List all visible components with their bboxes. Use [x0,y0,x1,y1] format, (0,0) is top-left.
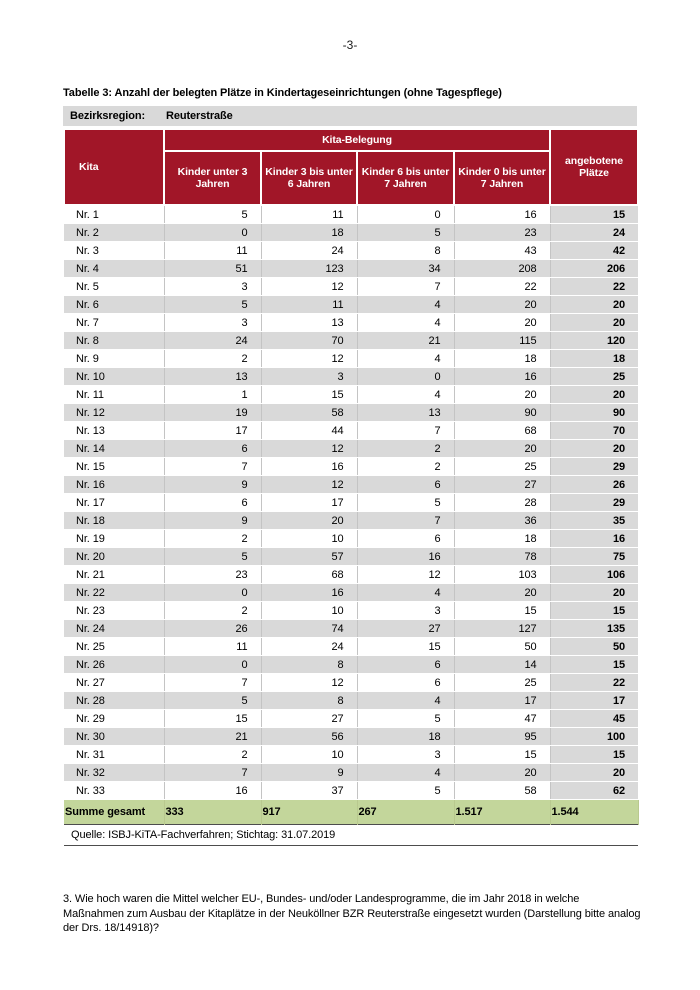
value-cell: 24 [261,638,357,656]
header-group-kita-belegung: Kita-Belegung [164,129,550,151]
table-row [64,404,638,422]
header-kita: Kita [64,129,164,205]
value-cell: 10 [261,746,357,764]
kita-name-cell: Nr. 10 [64,368,164,386]
kita-name-cell: Nr. 21 [64,566,164,584]
total-row [64,800,638,825]
value-cell: 27 [261,710,357,728]
total-offered: 1.544 [550,800,638,825]
table-row [64,602,638,620]
offered-places-cell: 25 [550,368,638,386]
value-cell: 16 [454,368,550,386]
table-row [64,728,638,746]
table-body [64,205,638,800]
value-cell: 0 [357,368,454,386]
value-cell: 2 [164,602,261,620]
value-cell: 16 [454,205,550,224]
value-cell: 10 [261,602,357,620]
value-cell: 34 [357,260,454,278]
value-cell: 20 [261,512,357,530]
region-bar [63,106,637,128]
value-cell: 18 [454,350,550,368]
offered-places-cell: 15 [550,602,638,620]
offered-places-cell: 20 [550,440,638,458]
value-cell: 0 [357,205,454,224]
value-cell: 18 [357,728,454,746]
value-cell: 18 [261,224,357,242]
value-cell: 9 [164,476,261,494]
table-row [64,746,638,764]
value-cell: 5 [164,548,261,566]
value-cell: 16 [261,458,357,476]
value-cell: 4 [357,314,454,332]
value-cell: 22 [454,278,550,296]
offered-places-cell: 16 [550,530,638,548]
value-cell: 7 [164,674,261,692]
table-row [64,764,638,782]
value-cell: 25 [454,674,550,692]
value-cell: 14 [454,656,550,674]
table-row [64,638,638,656]
value-cell: 43 [454,242,550,260]
kita-name-cell: Nr. 24 [64,620,164,638]
value-cell: 6 [164,494,261,512]
value-cell: 10 [261,530,357,548]
value-cell: 24 [261,242,357,260]
value-cell: 11 [261,296,357,314]
value-cell: 56 [261,728,357,746]
value-cell: 7 [357,278,454,296]
table-row [64,350,638,368]
offered-places-cell: 15 [550,656,638,674]
value-cell: 16 [164,782,261,800]
kita-name-cell: Nr. 16 [64,476,164,494]
kita-name-cell: Nr. 4 [64,260,164,278]
table-row [64,386,638,404]
table-row [64,332,638,350]
kita-name-cell: Nr. 29 [64,710,164,728]
value-cell: 51 [164,260,261,278]
offered-places-cell: 15 [550,746,638,764]
value-cell: 8 [357,242,454,260]
kita-name-cell: Nr. 30 [64,728,164,746]
value-cell: 18 [454,530,550,548]
offered-places-cell: 100 [550,728,638,746]
offered-places-cell: 20 [550,764,638,782]
table-title: Tabelle 3: Anzahl der belegten Plätze in Kindertageseinrichtungen (ohne Tagespflege) [63,87,502,99]
table-row [64,440,638,458]
table-row [64,584,638,602]
value-cell: 12 [261,440,357,458]
kita-name-cell: Nr. 3 [64,242,164,260]
value-cell: 20 [454,314,550,332]
value-cell: 0 [164,224,261,242]
value-cell: 5 [357,224,454,242]
value-cell: 6 [357,674,454,692]
source-text: Quelle: ISBJ-KiTA-Fachverfahren; Stichtag: 31.07.2019 [64,825,638,846]
kita-name-cell: Nr. 9 [64,350,164,368]
value-cell: 23 [164,566,261,584]
value-cell: 44 [261,422,357,440]
table-row [64,674,638,692]
offered-places-cell: 20 [550,296,638,314]
value-cell: 4 [357,386,454,404]
value-cell: 9 [164,512,261,530]
offered-places-cell: 206 [550,260,638,278]
table-row [64,422,638,440]
offered-places-cell: 20 [550,314,638,332]
kita-name-cell: Nr. 7 [64,314,164,332]
kita-name-cell: Nr. 17 [64,494,164,512]
table-row [64,224,638,242]
offered-places-cell: 62 [550,782,638,800]
kita-name-cell: Nr. 13 [64,422,164,440]
offered-places-cell: 42 [550,242,638,260]
value-cell: 28 [454,494,550,512]
offered-places-cell: 35 [550,512,638,530]
kita-name-cell: Nr. 14 [64,440,164,458]
kita-name-cell: Nr. 1 [64,205,164,224]
value-cell: 17 [261,494,357,512]
table-row [64,458,638,476]
kita-name-cell: Nr. 22 [64,584,164,602]
table-row [64,368,638,386]
value-cell: 6 [164,440,261,458]
value-cell: 15 [261,386,357,404]
value-cell: 24 [164,332,261,350]
value-cell: 3 [164,278,261,296]
offered-places-cell: 29 [550,494,638,512]
offered-places-cell: 135 [550,620,638,638]
value-cell: 27 [357,620,454,638]
value-cell: 5 [357,494,454,512]
value-cell: 7 [357,422,454,440]
kita-name-cell: Nr. 5 [64,278,164,296]
value-cell: 5 [357,710,454,728]
value-cell: 9 [261,764,357,782]
value-cell: 3 [164,314,261,332]
value-cell: 2 [357,458,454,476]
header-6-to-7: Kinder 6 bis unter 7 Jahren [357,151,454,205]
header-under-3: Kinder unter 3 Jahren [164,151,261,205]
table-row [64,296,638,314]
value-cell: 4 [357,692,454,710]
value-cell: 20 [454,296,550,314]
value-cell: 70 [261,332,357,350]
offered-places-cell: 15 [550,205,638,224]
header-0-to-7: Kinder 0 bis unter 7 Jahren [454,151,550,205]
source-row [64,825,638,846]
table-row [64,530,638,548]
table-row [64,512,638,530]
offered-places-cell: 24 [550,224,638,242]
value-cell: 2 [357,440,454,458]
table-row [64,620,638,638]
value-cell: 58 [454,782,550,800]
value-cell: 20 [454,584,550,602]
value-cell: 95 [454,728,550,746]
value-cell: 103 [454,566,550,584]
offered-places-cell: 90 [550,404,638,422]
kita-name-cell: Nr. 26 [64,656,164,674]
table-row [64,242,638,260]
value-cell: 0 [164,656,261,674]
value-cell: 3 [357,602,454,620]
value-cell: 12 [261,674,357,692]
region-value: Reuterstraße [166,110,233,122]
kita-name-cell: Nr. 27 [64,674,164,692]
value-cell: 47 [454,710,550,728]
value-cell: 74 [261,620,357,638]
value-cell: 2 [164,746,261,764]
offered-places-cell: 70 [550,422,638,440]
value-cell: 6 [357,476,454,494]
value-cell: 208 [454,260,550,278]
table-row [64,692,638,710]
table-row [64,278,638,296]
value-cell: 11 [164,638,261,656]
value-cell: 5 [357,782,454,800]
value-cell: 12 [261,350,357,368]
value-cell: 7 [164,764,261,782]
value-cell: 13 [261,314,357,332]
header-offered-places: angebotene Plätze [550,129,638,205]
kita-name-cell: Nr. 20 [64,548,164,566]
value-cell: 11 [261,205,357,224]
value-cell: 15 [164,710,261,728]
kita-name-cell: Nr. 11 [64,386,164,404]
value-cell: 5 [164,692,261,710]
table-row [64,476,638,494]
page-number: -3- [342,38,358,52]
kita-name-cell: Nr. 23 [64,602,164,620]
offered-places-cell: 22 [550,278,638,296]
value-cell: 0 [164,584,261,602]
value-cell: 2 [164,530,261,548]
value-cell: 8 [261,692,357,710]
value-cell: 15 [454,746,550,764]
table-row [64,548,638,566]
value-cell: 68 [454,422,550,440]
total-under-3: 333 [164,800,261,825]
offered-places-cell: 26 [550,476,638,494]
value-cell: 4 [357,584,454,602]
table-row [64,782,638,800]
kita-table-container [63,106,637,846]
kita-name-cell: Nr. 15 [64,458,164,476]
value-cell: 123 [261,260,357,278]
value-cell: 20 [454,386,550,404]
value-cell: 57 [261,548,357,566]
table-row [64,260,638,278]
region-label: Bezirksregion: [70,110,146,122]
value-cell: 15 [454,602,550,620]
table-row [64,314,638,332]
value-cell: 7 [164,458,261,476]
value-cell: 36 [454,512,550,530]
value-cell: 50 [454,638,550,656]
value-cell: 127 [454,620,550,638]
value-cell: 19 [164,404,261,422]
value-cell: 23 [454,224,550,242]
value-cell: 115 [454,332,550,350]
table-header [64,129,638,205]
value-cell: 27 [454,476,550,494]
value-cell: 2 [164,350,261,368]
value-cell: 1 [164,386,261,404]
table-row [64,494,638,512]
offered-places-cell: 120 [550,332,638,350]
value-cell: 25 [454,458,550,476]
kita-name-cell: Nr. 32 [64,764,164,782]
total-0-to-7: 1.517 [454,800,550,825]
value-cell: 8 [261,656,357,674]
total-label: Summe gesamt [64,800,164,825]
table-row [64,205,638,224]
value-cell: 11 [164,242,261,260]
kita-name-cell: Nr. 28 [64,692,164,710]
value-cell: 78 [454,548,550,566]
value-cell: 12 [261,278,357,296]
value-cell: 4 [357,296,454,314]
value-cell: 16 [357,548,454,566]
offered-places-cell: 29 [550,458,638,476]
offered-places-cell: 106 [550,566,638,584]
offered-places-cell: 22 [550,674,638,692]
total-3-to-6: 917 [261,800,357,825]
value-cell: 21 [357,332,454,350]
value-cell: 68 [261,566,357,584]
offered-places-cell: 50 [550,638,638,656]
value-cell: 13 [164,368,261,386]
question-text: 3. Wie hoch waren die Mittel welcher EU-, Bundes- und/oder Landesprogramme, die im Jahr 2018 in welche Maßnahmen zum Ausbau der Kitaplätze in der Neuköllner BZR Reuterstraße eingesetzt wurden (Darstellung bitte analog der Drs. 18/14918)? [63,893,641,934]
value-cell: 3 [261,368,357,386]
kita-name-cell: Nr. 25 [64,638,164,656]
value-cell: 37 [261,782,357,800]
offered-places-cell: 75 [550,548,638,566]
kita-name-cell: Nr. 6 [64,296,164,314]
value-cell: 3 [357,746,454,764]
offered-places-cell: 45 [550,710,638,728]
value-cell: 6 [357,530,454,548]
header-3-to-6: Kinder 3 bis unter 6 Jahren [261,151,357,205]
value-cell: 17 [454,692,550,710]
value-cell: 12 [261,476,357,494]
value-cell: 5 [164,296,261,314]
value-cell: 26 [164,620,261,638]
value-cell: 20 [454,764,550,782]
kita-name-cell: Nr. 2 [64,224,164,242]
value-cell: 16 [261,584,357,602]
kita-name-cell: Nr. 31 [64,746,164,764]
value-cell: 4 [357,350,454,368]
value-cell: 12 [357,566,454,584]
value-cell: 17 [164,422,261,440]
value-cell: 90 [454,404,550,422]
kita-name-cell: Nr. 12 [64,404,164,422]
offered-places-cell: 20 [550,584,638,602]
kita-name-cell: Nr. 19 [64,530,164,548]
kita-name-cell: Nr. 33 [64,782,164,800]
kita-name-cell: Nr. 18 [64,512,164,530]
value-cell: 20 [454,440,550,458]
value-cell: 6 [357,656,454,674]
value-cell: 13 [357,404,454,422]
offered-places-cell: 20 [550,386,638,404]
total-6-to-7: 267 [357,800,454,825]
kita-name-cell: Nr. 8 [64,332,164,350]
value-cell: 21 [164,728,261,746]
value-cell: 58 [261,404,357,422]
table-row [64,710,638,728]
value-cell: 5 [164,205,261,224]
value-cell: 7 [357,512,454,530]
kita-table [63,128,639,846]
table-footer [64,800,638,846]
value-cell: 15 [357,638,454,656]
offered-places-cell: 17 [550,692,638,710]
value-cell: 4 [357,764,454,782]
table-row [64,656,638,674]
offered-places-cell: 18 [550,350,638,368]
table-row [64,566,638,584]
